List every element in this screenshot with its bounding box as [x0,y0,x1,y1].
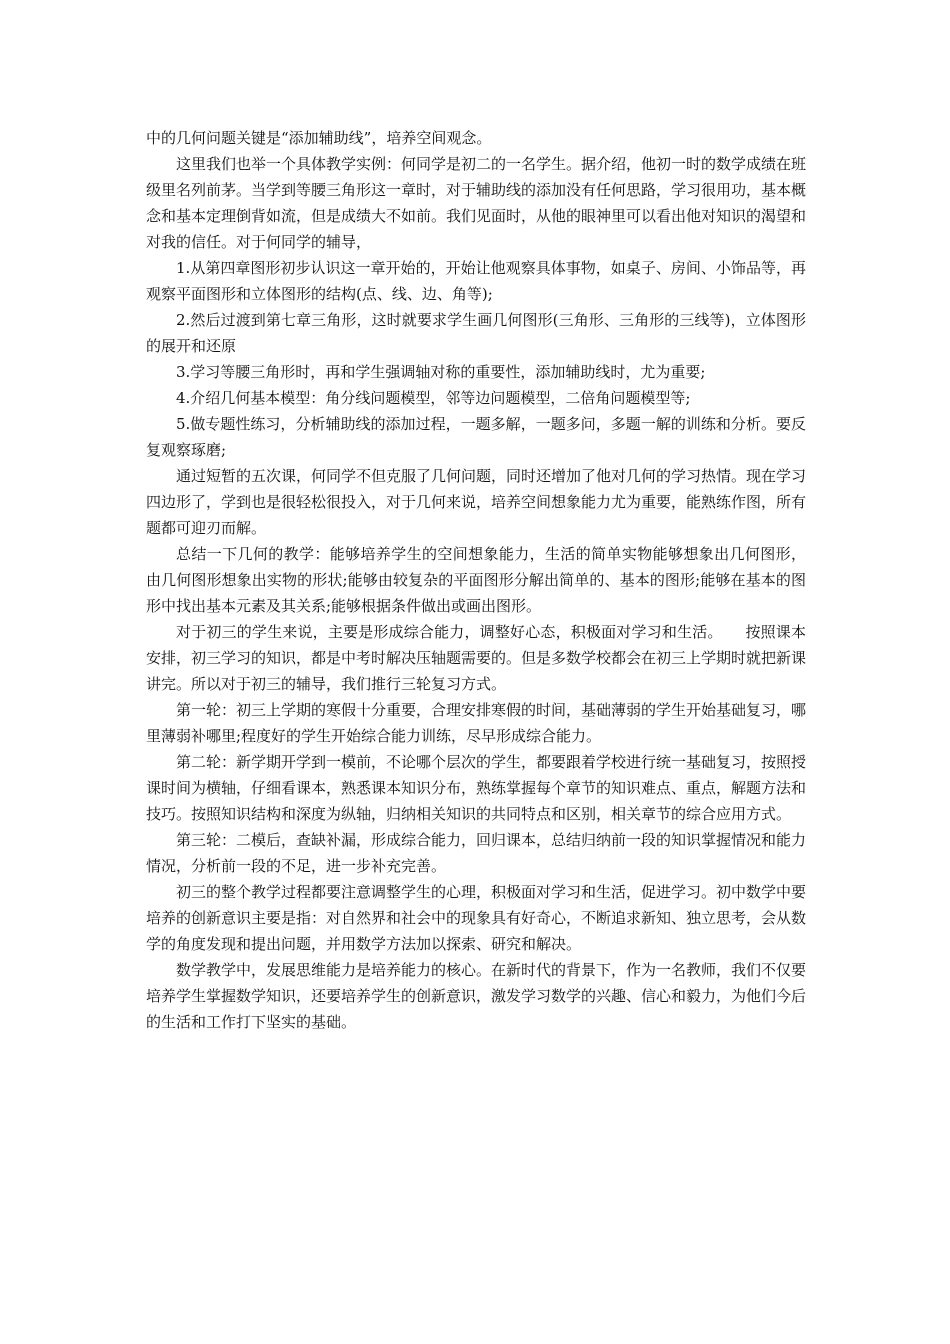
paragraph-6: 4.介绍几何基本模型：角分线问题模型，邻等边问题模型，二倍角问题模型等; [176,389,691,407]
paragraph-4: 2.然后过渡到第七章三角形，这时就要求学生画几何图形(三角形、三角形的三线等)，立体图形的展开和还原 [146,311,806,355]
paragraph-13: 第三轮：二模后，查缺补漏，形成综合能力，回归课本，总结归纳前一段的知识掌握情况和能力情况，分析前一段的不足，进一步补充完善。 [146,831,807,875]
paragraph-2: 这里我们也举一个具体教学实例：何同学是初二的一名学生。据介绍，他初一时的数学成绩在班级里名列前茅。当学到等腰三角形这一章时，对于辅助线的添加没有任何思路，学习很用功，基本概念和基本定理倒背如流，但是成绩大不如前。我们见面时，从他的眼神里可以看出他对知识的渴望和对我的信任。对于何同学的辅导， [146,155,807,251]
document-body [146,125,806,1035]
paragraph-5: 3.学习等腰三角形时，再和学生强调轴对称的重要性，添加辅助线时，尤为重要; [176,363,706,381]
paragraph-15: 数学教学中，发展思维能力是培养能力的核心。在新时代的背景下，作为一名教师，我们不仅要培养学生掌握数学知识，还要培养学生的创新意识，激发学习数学的兴趣、信心和毅力，为他们今后的生活和工作打下坚实的基础。 [146,961,807,1031]
paragraph-12: 第二轮：新学期开学到一模前，不论哪个层次的学生，都要跟着学校进行统一基础复习，按照授课时间为横轴，仔细看课本，熟悉课本知识分布，熟练掌握每个章节的知识难点、重点，解题方法和技巧。按照知识结构和深度为纵轴，归纳相关知识的共同特点和区别，相关章节的综合应用方式。 [146,753,807,823]
paragraph-14: 初三的整个教学过程都要注意调整学生的心理，积极面对学习和生活，促进学习。初中数学中要培养的创新意识主要是指：对自然界和社会中的现象具有好奇心，不断追求新知、独立思考，会从数学的角度发现和提出问题，并用数学方法加以探索、研究和解决。 [146,883,807,953]
paragraph-11: 第一轮：初三上学期的寒假十分重要，合理安排寒假的时间，基础薄弱的学生开始基础复习，哪里薄弱补哪里;程度好的学生开始综合能力训练，尽早形成综合能力。 [146,701,807,745]
paragraph-8: 通过短暂的五次课，何同学不但克服了几何问题，同时还增加了他对几何的学习热情。现在学习四边形了，学到也是很轻松很投入，对于几何来说，培养空间想象能力尤为重要，能熟练作图，所有题都可迎刃而解。 [146,467,807,537]
paragraph-7: 5.做专题性练习，分析辅助线的添加过程，一题多解，一题多问，多题一解的训练和分析。要反复观察琢磨; [146,415,806,459]
paragraph-10: 对于初三的学生来说，主要是形成综合能力，调整好心态，积极面对学习和生活。 按照课本安排，初三学习的知识，都是中考时解决压轴题需要的。但是多数学校都会在初三上学期时就把新课讲完。所以对于初三的辅导，我们推行三轮复习方式。 [146,623,807,693]
paragraph-1: 中的几何问题关键是“添加辅助线”，培养空间观念。 [146,129,492,147]
paragraph-3: 1.从第四章图形初步认识这一章开始的，开始让他观察具体事物，如桌子、房间、小饰品等，再观察平面图形和立体图形的结构(点、线、边、角等); [146,259,806,303]
paragraph-9: 总结一下几何的教学：能够培养学生的空间想象能力，生活的简单实物能够想象出几何图形， 由几何图形想象出实物的形状;能够由较复杂的平面图形分解出简单的、基本的图形;能够在基本的图形中找出基本元素及其关系;能够根据条件做出或画出图形。 [146,545,806,615]
